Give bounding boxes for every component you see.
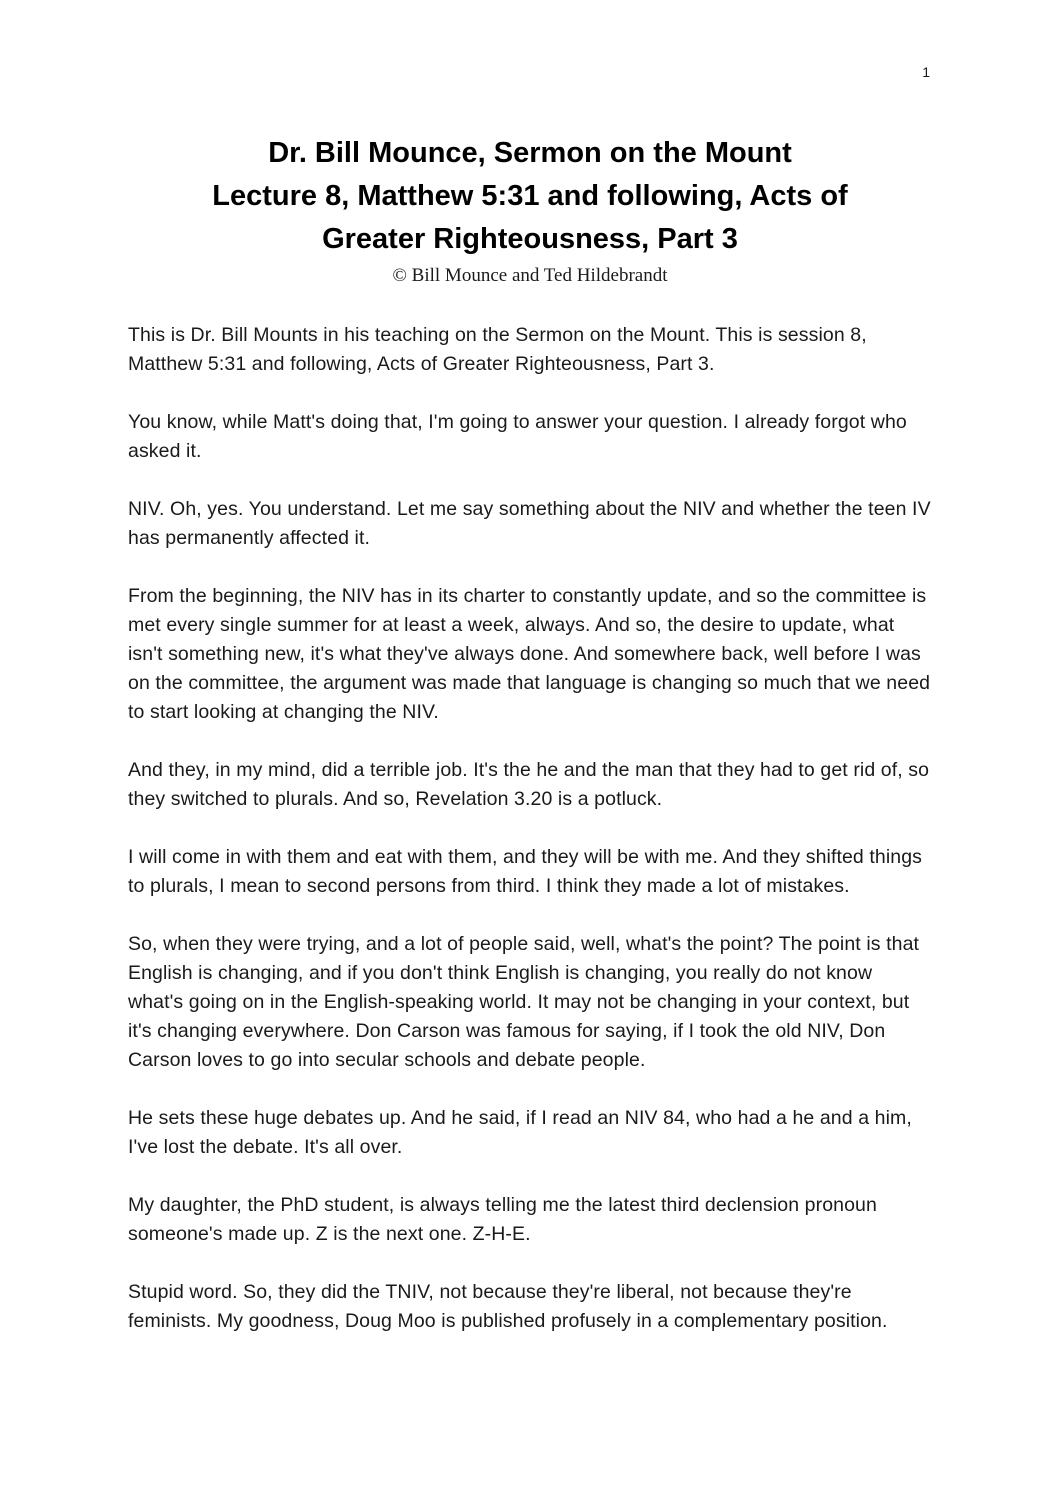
paragraph: From the beginning, the NIV has in its charter to constantly update, and so the committee is met every single summer for at least a week, always. And so, the desire to update, what isn't something new, it's what they've always done. And somewhere back, well before I was on the committee, the argument was made that language is changing so much that we need to start looking at changing the NIV.	[128, 585, 931, 723]
paragraph: Stupid word. So, they did the TNIV, not because they're liberal, not because they're feminists. My goodness, Doug Moo is published profusely in a complementary position.	[128, 1281, 888, 1332]
page-number: 1	[922, 64, 930, 80]
document-content	[128, 132, 932, 1365]
copyright-line: © Bill Mounce and Ted Hildebrandt	[392, 265, 668, 286]
paragraph: This is Dr. Bill Mounts in his teaching on the Sermon on the Mount. This is session 8, Matthew 5:31 and following, Acts of Greater Righteousness, Part 3.	[128, 324, 867, 375]
title-line-3: Greater Righteousness, Part 3	[322, 223, 738, 255]
paragraph: NIV. Oh, yes. You understand. Let me say something about the NIV and whether the teen IV has permanently affected it.	[128, 498, 931, 549]
paragraph: And they, in my mind, did a terrible job. It's the he and the man that they had to get rid of, so they switched to plurals. And so, Revelation 3.20 is a potluck.	[128, 759, 930, 810]
paragraph: So, when they were trying, and a lot of people said, well, what's the point? The point is that English is changing, and if you don't think English is changing, you really do not know what's going on in the English-speaking world. It may not be changing in your context, but it's changing everywhere. Don Carson was famous for saying, if I took the old NIV, Don Carson loves to go into secular schools and debate people.	[128, 933, 920, 1071]
title-line-1: Dr. Bill Mounce, Sermon on the Mount	[268, 137, 792, 169]
paragraph: My daughter, the PhD student, is always telling me the latest third declension pronoun someone's made up. Z is the next one. Z-H-E.	[128, 1194, 877, 1245]
paragraph: You know, while Matt's doing that, I'm going to answer your question. I already forgot who asked it.	[128, 411, 907, 462]
document-title	[128, 132, 932, 261]
transcript-body	[128, 321, 932, 1336]
paragraph: I will come in with them and eat with them, and they will be with me. And they shifted things to plurals, I mean to second persons from third. I think they made a lot of mistakes.	[128, 846, 923, 897]
title-line-2: Lecture 8, Matthew 5:31 and following, Acts of	[212, 180, 848, 212]
paragraph: He sets these huge debates up. And he said, if I read an NIV 84, who had a he and a him, I've lost the debate. It's all over.	[128, 1107, 912, 1158]
